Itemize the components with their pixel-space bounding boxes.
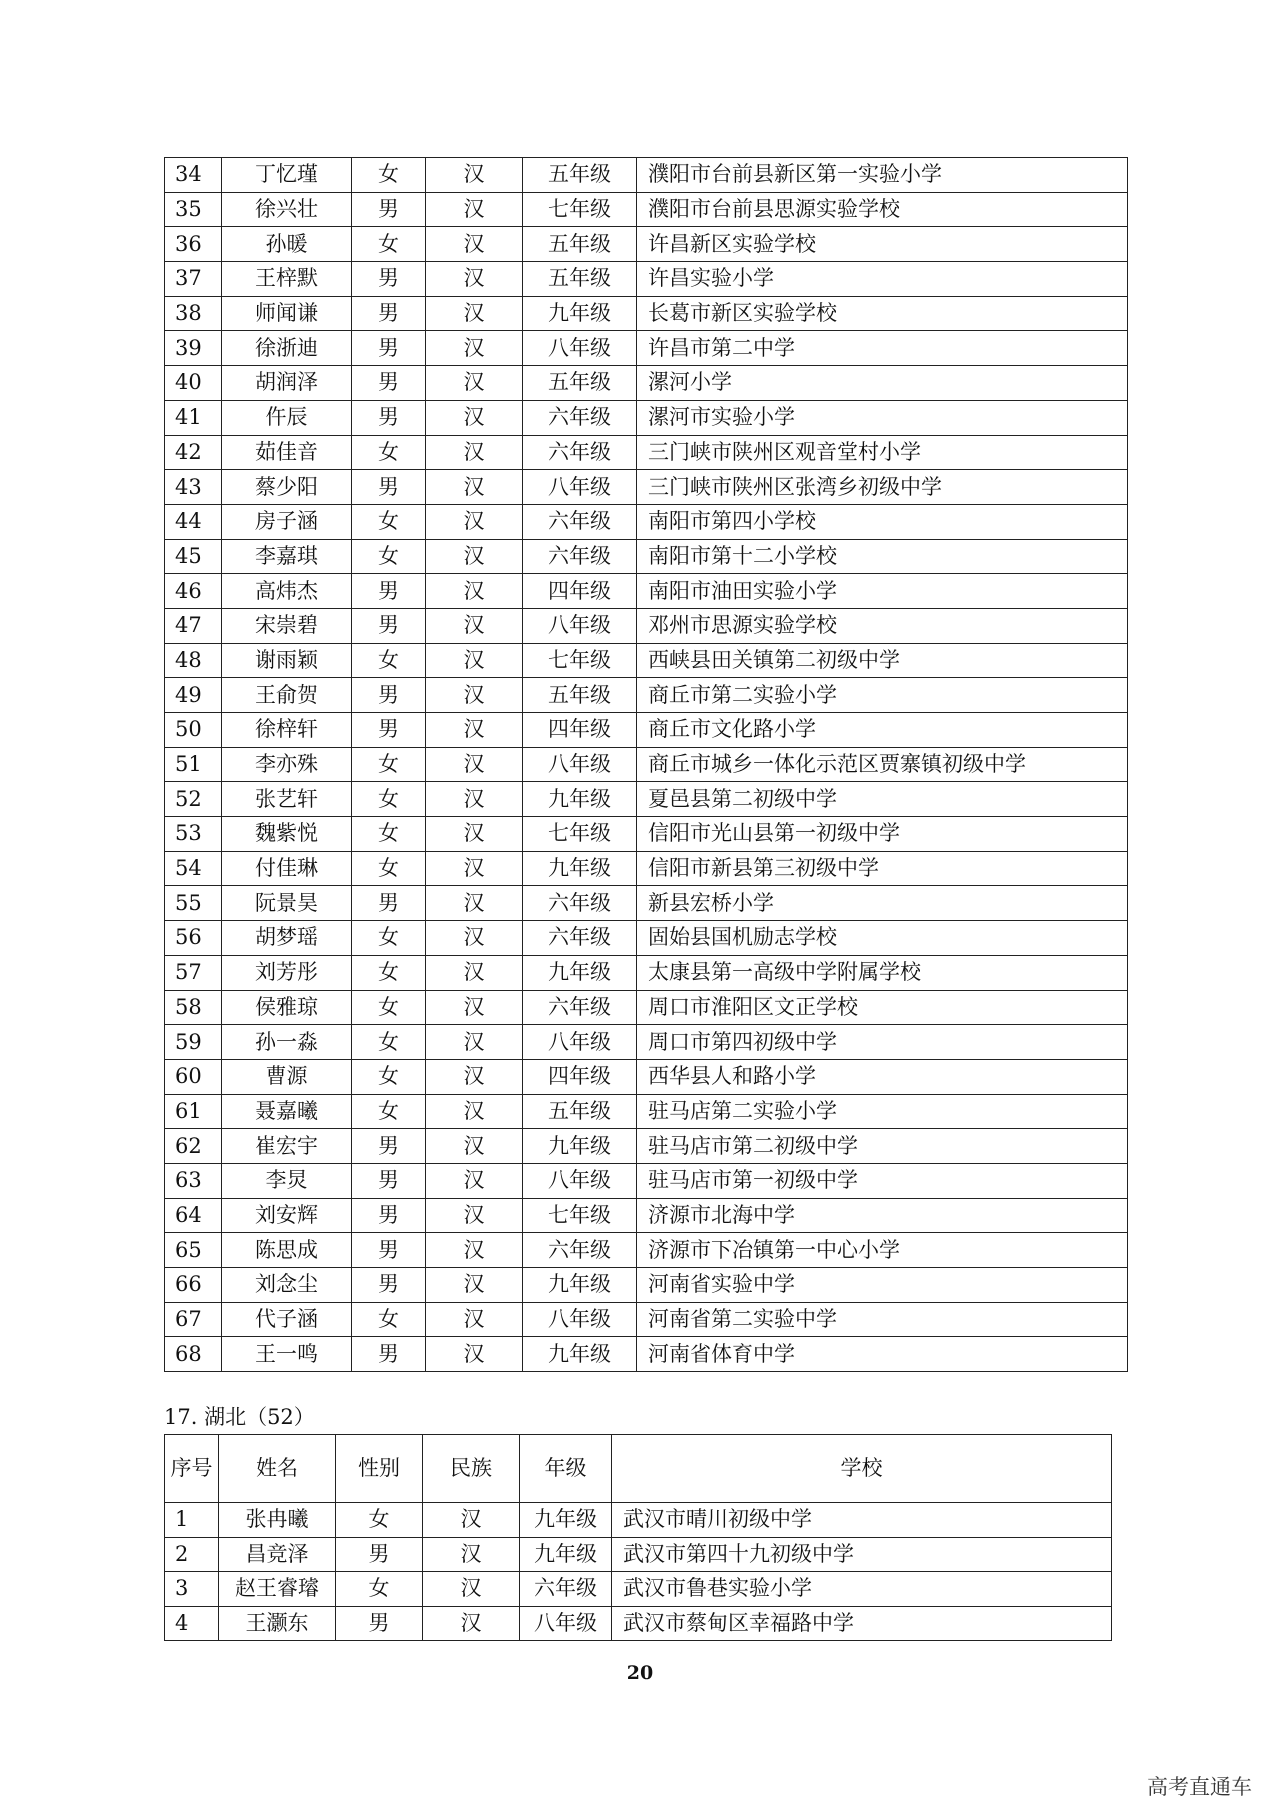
cell-seq: 48 (165, 643, 222, 678)
cell-seq: 44 (165, 504, 222, 539)
cell-ethnicity: 汉 (426, 574, 523, 609)
cell-grade: 六年级 (523, 539, 637, 574)
cell-gender: 男 (352, 366, 426, 401)
cell-ethnicity: 汉 (426, 678, 523, 713)
cell-grade: 九年级 (523, 782, 637, 817)
cell-gender: 女 (352, 817, 426, 852)
cell-gender: 男 (352, 192, 426, 227)
cell-seq: 37 (165, 262, 222, 297)
cell-grade: 五年级 (523, 227, 637, 262)
cell-name: 胡梦瑶 (222, 921, 352, 956)
table-row (165, 1129, 1128, 1164)
cell-grade: 七年级 (523, 817, 637, 852)
cell-school: 信阳市新县第三初级中学 (637, 851, 1128, 886)
cell-seq: 43 (165, 470, 222, 505)
table-row (165, 366, 1128, 401)
cell-grade: 九年级 (523, 851, 637, 886)
table-row (165, 782, 1128, 817)
cell-grade: 四年级 (523, 574, 637, 609)
cell-seq: 55 (165, 886, 222, 921)
cell-seq: 63 (165, 1163, 222, 1198)
cell-seq: 67 (165, 1302, 222, 1337)
cell-school: 西华县人和路小学 (637, 1059, 1128, 1094)
cell-ethnicity: 汉 (426, 817, 523, 852)
cell-school: 南阳市油田实验小学 (637, 574, 1128, 609)
cell-ethnicity: 汉 (426, 1198, 523, 1233)
cell-gender: 女 (352, 643, 426, 678)
cell-grade: 七年级 (523, 643, 637, 678)
cell-ethnicity: 汉 (426, 1302, 523, 1337)
cell-ethnicity: 汉 (426, 192, 523, 227)
cell-grade: 六年级 (523, 400, 637, 435)
cell-grade: 六年级 (523, 504, 637, 539)
header-name: 姓名 (219, 1435, 336, 1503)
cell-school: 西峡县田关镇第二初级中学 (637, 643, 1128, 678)
cell-gender: 女 (352, 1302, 426, 1337)
cell-school: 濮阳市台前县思源实验学校 (637, 192, 1128, 227)
cell-ethnicity: 汉 (426, 1094, 523, 1129)
header-gender: 性别 (336, 1435, 423, 1503)
cell-grade: 九年级 (523, 1129, 637, 1164)
cell-name: 孙暖 (222, 227, 352, 262)
cell-name: 孙一淼 (222, 1025, 352, 1060)
cell-gender: 男 (352, 608, 426, 643)
cell-school: 商丘市文化路小学 (637, 713, 1128, 748)
table-row (165, 713, 1128, 748)
cell-grade: 六年级 (523, 886, 637, 921)
cell-gender: 女 (352, 435, 426, 470)
cell-seq: 57 (165, 955, 222, 990)
table-row (165, 1163, 1128, 1198)
header-seq: 序号 (165, 1435, 219, 1503)
cell-grade: 九年级 (523, 955, 637, 990)
table-row (165, 1094, 1128, 1129)
cell-name: 侯雅琼 (222, 990, 352, 1025)
cell-gender: 男 (352, 1163, 426, 1198)
cell-seq: 42 (165, 435, 222, 470)
table-row (165, 817, 1128, 852)
table-row (165, 1572, 1112, 1607)
cell-name: 崔宏宇 (222, 1129, 352, 1164)
cell-ethnicity: 汉 (426, 1163, 523, 1198)
cell-gender: 男 (336, 1537, 423, 1572)
cell-gender: 男 (352, 1129, 426, 1164)
cell-name: 王灏东 (219, 1606, 336, 1641)
cell-school: 武汉市鲁巷实验小学 (612, 1572, 1112, 1607)
table-row (165, 643, 1128, 678)
cell-grade: 四年级 (523, 1059, 637, 1094)
cell-name: 张艺轩 (222, 782, 352, 817)
cell-school: 商丘市第二实验小学 (637, 678, 1128, 713)
table-row (165, 608, 1128, 643)
table-row (165, 747, 1128, 782)
cell-school: 周口市淮阳区文正学校 (637, 990, 1128, 1025)
cell-gender: 女 (352, 782, 426, 817)
cell-seq: 3 (165, 1572, 219, 1607)
cell-ethnicity: 汉 (426, 539, 523, 574)
cell-school: 夏邑县第二初级中学 (637, 782, 1128, 817)
cell-seq: 2 (165, 1537, 219, 1572)
cell-ethnicity: 汉 (426, 955, 523, 990)
cell-school: 邓州市思源实验学校 (637, 608, 1128, 643)
cell-ethnicity: 汉 (426, 504, 523, 539)
cell-grade: 八年级 (523, 1163, 637, 1198)
cell-seq: 59 (165, 1025, 222, 1060)
cell-grade: 八年级 (523, 1025, 637, 1060)
cell-seq: 34 (165, 158, 222, 193)
cell-ethnicity: 汉 (426, 1337, 523, 1372)
cell-school: 三门峡市陕州区张湾乡初级中学 (637, 470, 1128, 505)
cell-school: 固始县国机励志学校 (637, 921, 1128, 956)
cell-ethnicity: 汉 (426, 921, 523, 956)
table-row (165, 1059, 1128, 1094)
cell-school: 武汉市晴川初级中学 (612, 1503, 1112, 1538)
cell-seq: 47 (165, 608, 222, 643)
cell-seq: 58 (165, 990, 222, 1025)
cell-ethnicity: 汉 (426, 296, 523, 331)
cell-name: 王俞贺 (222, 678, 352, 713)
cell-gender: 男 (352, 331, 426, 366)
cell-ethnicity: 汉 (423, 1537, 520, 1572)
cell-name: 阮景昊 (222, 886, 352, 921)
cell-grade: 九年级 (523, 1337, 637, 1372)
cell-school: 驻马店第二实验小学 (637, 1094, 1128, 1129)
table-row (165, 400, 1128, 435)
table-row (165, 886, 1128, 921)
section-title: 17. 湖北（52） (164, 1405, 315, 1429)
table-row (165, 435, 1128, 470)
cell-gender: 女 (352, 955, 426, 990)
cell-gender: 女 (352, 158, 426, 193)
cell-gender: 女 (352, 504, 426, 539)
cell-ethnicity: 汉 (426, 1268, 523, 1303)
cell-ethnicity: 汉 (426, 366, 523, 401)
cell-name: 宋崇碧 (222, 608, 352, 643)
cell-name: 徐兴壮 (222, 192, 352, 227)
cell-school: 长葛市新区实验学校 (637, 296, 1128, 331)
cell-ethnicity: 汉 (426, 851, 523, 886)
cell-gender: 男 (352, 400, 426, 435)
cell-ethnicity: 汉 (426, 400, 523, 435)
cell-seq: 35 (165, 192, 222, 227)
table-header-row (165, 1435, 1112, 1503)
cell-gender: 女 (352, 1059, 426, 1094)
cell-gender: 女 (352, 1094, 426, 1129)
cell-seq: 56 (165, 921, 222, 956)
cell-name: 刘念尘 (222, 1268, 352, 1303)
cell-seq: 66 (165, 1268, 222, 1303)
cell-school: 河南省体育中学 (637, 1337, 1128, 1372)
cell-name: 曹源 (222, 1059, 352, 1094)
table-row (165, 331, 1128, 366)
cell-grade: 九年级 (523, 1268, 637, 1303)
table-row (165, 921, 1128, 956)
cell-name: 王一鸣 (222, 1337, 352, 1372)
table-row (165, 1302, 1128, 1337)
cell-grade: 五年级 (523, 678, 637, 713)
cell-gender: 女 (352, 747, 426, 782)
cell-grade: 九年级 (520, 1503, 612, 1538)
table-row (165, 1233, 1128, 1268)
cell-name: 赵王睿璿 (219, 1572, 336, 1607)
cell-name: 谢雨颖 (222, 643, 352, 678)
student-table-hubei (164, 1434, 1112, 1641)
cell-name: 付佳琳 (222, 851, 352, 886)
cell-grade: 八年级 (523, 470, 637, 505)
cell-seq: 54 (165, 851, 222, 886)
header-grade: 年级 (520, 1435, 612, 1503)
cell-grade: 八年级 (523, 608, 637, 643)
cell-seq: 40 (165, 366, 222, 401)
cell-school: 信阳市光山县第一初级中学 (637, 817, 1128, 852)
cell-gender: 男 (352, 1337, 426, 1372)
cell-name: 房子涵 (222, 504, 352, 539)
cell-seq: 62 (165, 1129, 222, 1164)
cell-grade: 六年级 (523, 435, 637, 470)
cell-school: 河南省第二实验中学 (637, 1302, 1128, 1337)
cell-name: 张冉曦 (219, 1503, 336, 1538)
cell-grade: 九年级 (520, 1537, 612, 1572)
cell-ethnicity: 汉 (426, 262, 523, 297)
table-row (165, 990, 1128, 1025)
cell-gender: 男 (352, 1233, 426, 1268)
cell-name: 仵辰 (222, 400, 352, 435)
cell-gender: 男 (352, 1198, 426, 1233)
watermark: 高考直通车 (1147, 1775, 1252, 1799)
cell-grade: 六年级 (523, 1233, 637, 1268)
cell-seq: 61 (165, 1094, 222, 1129)
cell-name: 徐浙迪 (222, 331, 352, 366)
cell-ethnicity: 汉 (423, 1606, 520, 1641)
table-row (165, 158, 1128, 193)
cell-gender: 男 (352, 296, 426, 331)
table-row (165, 955, 1128, 990)
cell-grade: 六年级 (523, 990, 637, 1025)
cell-school: 新县宏桥小学 (637, 886, 1128, 921)
cell-grade: 五年级 (523, 366, 637, 401)
cell-seq: 41 (165, 400, 222, 435)
cell-gender: 女 (352, 1025, 426, 1060)
cell-seq: 36 (165, 227, 222, 262)
cell-ethnicity: 汉 (426, 1025, 523, 1060)
cell-school: 驻马店市第一初级中学 (637, 1163, 1128, 1198)
header-school: 学校 (612, 1435, 1112, 1503)
cell-name: 丁忆瑾 (222, 158, 352, 193)
cell-ethnicity: 汉 (426, 435, 523, 470)
cell-name: 李炅 (222, 1163, 352, 1198)
cell-seq: 68 (165, 1337, 222, 1372)
cell-seq: 52 (165, 782, 222, 817)
cell-name: 蔡少阳 (222, 470, 352, 505)
cell-school: 驻马店市第二初级中学 (637, 1129, 1128, 1164)
cell-name: 代子涵 (222, 1302, 352, 1337)
cell-school: 太康县第一高级中学附属学校 (637, 955, 1128, 990)
cell-school: 南阳市第十二小学校 (637, 539, 1128, 574)
cell-gender: 女 (336, 1572, 423, 1607)
cell-school: 三门峡市陕州区观音堂村小学 (637, 435, 1128, 470)
cell-seq: 38 (165, 296, 222, 331)
cell-seq: 39 (165, 331, 222, 366)
cell-name: 王梓默 (222, 262, 352, 297)
cell-grade: 七年级 (523, 192, 637, 227)
cell-school: 许昌市第二中学 (637, 331, 1128, 366)
cell-grade: 五年级 (523, 1094, 637, 1129)
table-row (165, 1198, 1128, 1233)
cell-gender: 男 (352, 886, 426, 921)
cell-name: 聂嘉曦 (222, 1094, 352, 1129)
cell-name: 刘芳彤 (222, 955, 352, 990)
cell-name: 高炜杰 (222, 574, 352, 609)
cell-name: 李嘉琪 (222, 539, 352, 574)
cell-gender: 男 (352, 262, 426, 297)
cell-name: 陈思成 (222, 1233, 352, 1268)
cell-ethnicity: 汉 (426, 1233, 523, 1268)
cell-gender: 男 (352, 574, 426, 609)
cell-ethnicity: 汉 (426, 158, 523, 193)
cell-name: 茹佳音 (222, 435, 352, 470)
cell-name: 昌竞泽 (219, 1537, 336, 1572)
table-row (165, 296, 1128, 331)
cell-ethnicity: 汉 (426, 470, 523, 505)
cell-school: 武汉市第四十九初级中学 (612, 1537, 1112, 1572)
header-ethnicity: 民族 (423, 1435, 520, 1503)
cell-grade: 四年级 (523, 713, 637, 748)
cell-gender: 男 (352, 713, 426, 748)
cell-grade: 五年级 (523, 158, 637, 193)
cell-school: 漯河市实验小学 (637, 400, 1128, 435)
cell-school: 商丘市城乡一体化示范区贾寨镇初级中学 (637, 747, 1128, 782)
cell-gender: 男 (352, 470, 426, 505)
cell-ethnicity: 汉 (426, 1129, 523, 1164)
table-row (165, 1606, 1112, 1641)
cell-name: 胡润泽 (222, 366, 352, 401)
cell-gender: 男 (352, 678, 426, 713)
cell-ethnicity: 汉 (426, 643, 523, 678)
cell-seq: 65 (165, 1233, 222, 1268)
cell-name: 刘安辉 (222, 1198, 352, 1233)
cell-school: 周口市第四初级中学 (637, 1025, 1128, 1060)
cell-ethnicity: 汉 (426, 782, 523, 817)
table-row (165, 504, 1128, 539)
cell-ethnicity: 汉 (426, 227, 523, 262)
cell-seq: 1 (165, 1503, 219, 1538)
cell-grade: 八年级 (523, 331, 637, 366)
cell-grade: 八年级 (520, 1606, 612, 1641)
cell-gender: 女 (352, 851, 426, 886)
page-number: 20 (626, 1662, 654, 1684)
cell-ethnicity: 汉 (426, 1059, 523, 1094)
cell-school: 许昌实验小学 (637, 262, 1128, 297)
cell-gender: 女 (352, 227, 426, 262)
table-row (165, 851, 1128, 886)
cell-gender: 女 (352, 921, 426, 956)
cell-school: 济源市北海中学 (637, 1198, 1128, 1233)
cell-seq: 49 (165, 678, 222, 713)
table-row (165, 539, 1128, 574)
cell-school: 济源市下冶镇第一中心小学 (637, 1233, 1128, 1268)
cell-seq: 60 (165, 1059, 222, 1094)
table-row (165, 227, 1128, 262)
table-row (165, 1503, 1112, 1538)
cell-school: 南阳市第四小学校 (637, 504, 1128, 539)
cell-seq: 4 (165, 1606, 219, 1641)
cell-grade: 六年级 (520, 1572, 612, 1607)
cell-name: 徐梓轩 (222, 713, 352, 748)
cell-seq: 51 (165, 747, 222, 782)
cell-gender: 女 (352, 539, 426, 574)
cell-grade: 八年级 (523, 1302, 637, 1337)
cell-grade: 七年级 (523, 1198, 637, 1233)
cell-gender: 男 (336, 1606, 423, 1641)
table-row (165, 192, 1128, 227)
cell-name: 魏紫悦 (222, 817, 352, 852)
cell-school: 许昌新区实验学校 (637, 227, 1128, 262)
cell-seq: 50 (165, 713, 222, 748)
student-table-henan (164, 157, 1128, 1372)
cell-grade: 六年级 (523, 921, 637, 956)
table-row (165, 262, 1128, 297)
cell-gender: 女 (352, 990, 426, 1025)
cell-ethnicity: 汉 (426, 747, 523, 782)
cell-ethnicity: 汉 (426, 990, 523, 1025)
cell-ethnicity: 汉 (423, 1572, 520, 1607)
cell-ethnicity: 汉 (426, 713, 523, 748)
cell-gender: 男 (352, 1268, 426, 1303)
table-row (165, 574, 1128, 609)
cell-grade: 八年级 (523, 747, 637, 782)
cell-ethnicity: 汉 (426, 331, 523, 366)
cell-school: 武汉市蔡甸区幸福路中学 (612, 1606, 1112, 1641)
cell-grade: 五年级 (523, 262, 637, 297)
cell-name: 李亦殊 (222, 747, 352, 782)
cell-ethnicity: 汉 (426, 608, 523, 643)
table-row (165, 678, 1128, 713)
cell-gender: 女 (336, 1503, 423, 1538)
table-row (165, 1268, 1128, 1303)
cell-school: 河南省实验中学 (637, 1268, 1128, 1303)
table-row (165, 1537, 1112, 1572)
table-row (165, 470, 1128, 505)
cell-grade: 九年级 (523, 296, 637, 331)
cell-seq: 53 (165, 817, 222, 852)
table-row (165, 1337, 1128, 1372)
cell-ethnicity: 汉 (423, 1503, 520, 1538)
cell-ethnicity: 汉 (426, 886, 523, 921)
cell-seq: 45 (165, 539, 222, 574)
cell-seq: 64 (165, 1198, 222, 1233)
cell-name: 师闻谦 (222, 296, 352, 331)
cell-seq: 46 (165, 574, 222, 609)
cell-school: 漯河小学 (637, 366, 1128, 401)
cell-school: 濮阳市台前县新区第一实验小学 (637, 158, 1128, 193)
table-row (165, 1025, 1128, 1060)
